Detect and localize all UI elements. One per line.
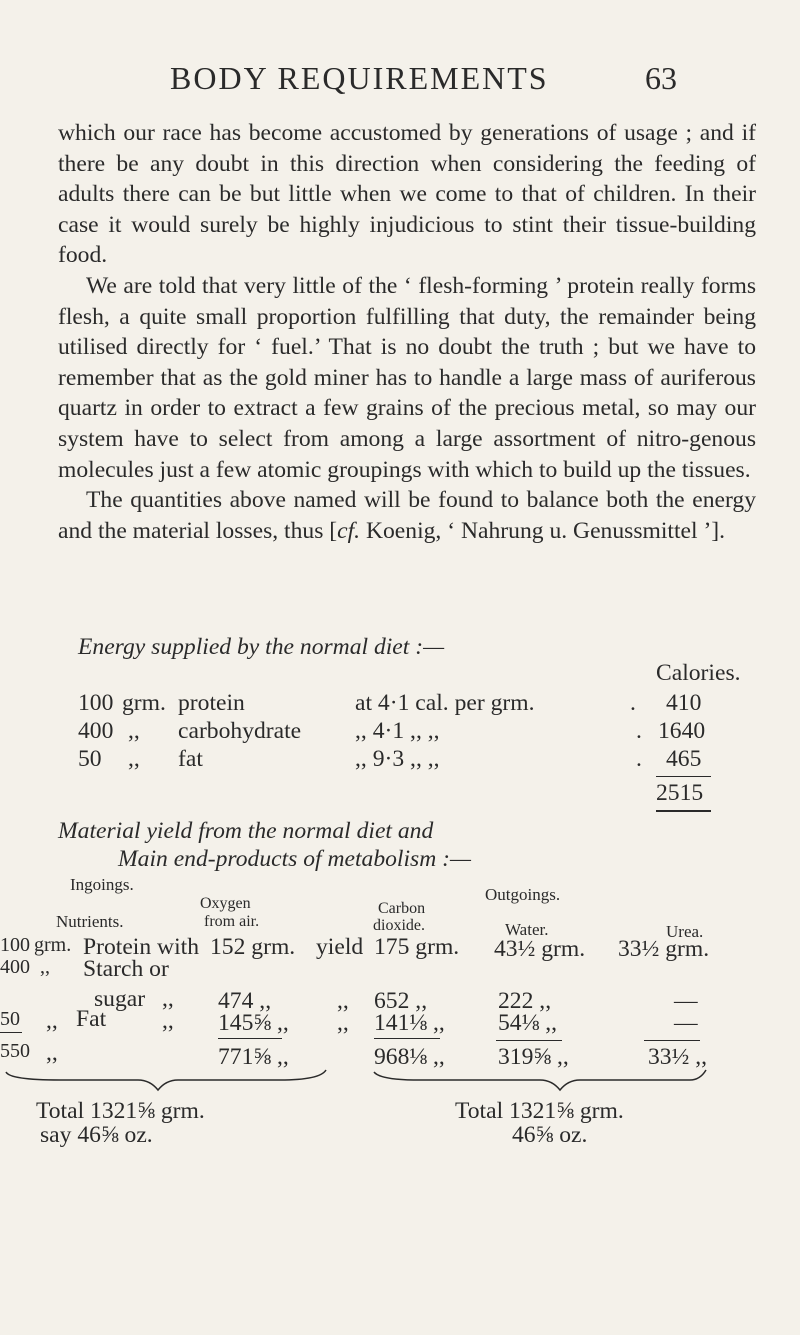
energy-dot: . (636, 718, 642, 744)
mat-oxygen: 152 grm. (210, 934, 296, 960)
carbon-header-2: dioxide. (373, 917, 425, 934)
mat-co2: 968⅛ ,, (374, 1044, 445, 1070)
paragraph-text: Koenig, ‘ Nahrung u. Genussmittel ’]. (360, 517, 726, 544)
energy-dot: . (636, 746, 642, 772)
ditto-mark: ,, (337, 988, 349, 1014)
nutrients-header: Nutrients. (56, 912, 124, 931)
energy-rate: at 4·1 cal. per grm. (355, 690, 535, 716)
material-heading-1: Material yield from the normal diet and (58, 818, 434, 844)
carbon-header: Carbon (378, 900, 426, 917)
energy-unit: ,, (128, 746, 140, 772)
total-rule (656, 810, 711, 812)
energy-unit: grm. (122, 690, 166, 716)
mat-oxygen: 474 ,, (218, 988, 272, 1014)
energy-rate: ,, 9·3 ,, ,, (355, 746, 440, 772)
mat-urea: 33½ grm. (618, 936, 710, 962)
material-heading-2: Main end-products of metabolism :— (118, 846, 471, 872)
mat-co2: 141⅛ ,, (374, 1010, 445, 1036)
outgoings-header: Outgoings. (485, 885, 561, 904)
energy-heading: Energy supplied by the normal diet :— (78, 634, 445, 660)
energy-qty: 400 (78, 718, 114, 744)
energy-total: 2515 (656, 780, 704, 806)
mat-unit: ,, (46, 1008, 58, 1034)
page-number: 63 (645, 60, 677, 96)
mat-item: Protein with (83, 934, 199, 960)
water-header: Water. (505, 920, 549, 939)
energy-qty: 100 (78, 690, 114, 716)
sum-rule (656, 776, 711, 777)
running-header: BODY REQUIREMENTS (170, 60, 549, 96)
energy-calories: 465 (666, 746, 702, 772)
paragraph-text: The quantities above named will be found to balance both the energy and the material losses, thus [ (58, 487, 756, 544)
energy-calories: 1640 (658, 718, 706, 744)
mat-qty: 100 (0, 934, 30, 956)
calories-header: Calories. (656, 660, 741, 686)
mat-water: 222 ,, (498, 988, 552, 1014)
paragraph: which our race has become accustomed by generations of usage ; and if there be any doubt in this direction when considering the feeding of adults there can be but little when we come to that of children. In their case it would surely be highly injudicious to stint their tissue-building food. (58, 120, 756, 269)
mat-water: 43½ grm. (494, 936, 586, 962)
ingoings-brace (6, 1070, 326, 1090)
total-ingoings-oz: say 46⅝ oz. (40, 1122, 153, 1148)
cf-abbrev: cf. (337, 517, 361, 544)
sum-rule (496, 1040, 562, 1041)
energy-calories: 410 (666, 690, 702, 716)
ditto-mark: ,, (162, 1008, 174, 1034)
mat-co2: 652 ,, (374, 988, 428, 1014)
mat-water: 319⅝ ,, (498, 1044, 569, 1070)
urea-header: Urea. (666, 922, 704, 941)
total-ingoings: Total 1321⅝ grm. (36, 1098, 205, 1124)
ditto-mark: ,, (337, 1010, 349, 1036)
paragraph (58, 485, 756, 546)
mat-co2: 175 grm. (374, 934, 460, 960)
qty-rule (0, 1032, 22, 1033)
energy-item: carbohydrate (178, 718, 302, 744)
mat-item: Fat (76, 1006, 107, 1032)
oxygen-header-2: from air. (204, 913, 260, 930)
mat-item: sugar (94, 986, 146, 1012)
ditto-mark: ,, (162, 986, 174, 1012)
mat-urea: 33½ ,, (648, 1044, 707, 1070)
mat-oxygen: 771⅝ ,, (218, 1044, 289, 1070)
energy-rate: ,, 4·1 ,, ,, (355, 718, 440, 744)
mat-urea: — (674, 988, 698, 1014)
total-outgoings-oz: 46⅝ oz. (512, 1122, 588, 1148)
mat-water: 54⅛ ,, (498, 1010, 557, 1036)
mat-item: Starch or (83, 956, 169, 982)
mat-unit: ,, (40, 956, 50, 978)
sum-rule (644, 1040, 700, 1041)
mat-qty: 550 (0, 1040, 30, 1062)
sum-rule (374, 1038, 440, 1039)
mat-oxygen: 145⅝ ,, (218, 1010, 289, 1036)
mat-unit: grm. (34, 934, 72, 956)
energy-dot: . (630, 690, 636, 716)
mat-yield: yield (316, 934, 364, 960)
mat-qty: 400 (0, 956, 30, 978)
mat-unit: ,, (46, 1040, 58, 1066)
sum-rule (218, 1038, 282, 1039)
mat-qty: 50 (0, 1008, 20, 1030)
energy-unit: ,, (128, 718, 140, 744)
body-text (58, 118, 756, 546)
mat-urea: — (674, 1010, 698, 1036)
oxygen-header: Oxygen (200, 895, 251, 912)
brace-graphics (0, 1068, 800, 1098)
energy-item: fat (178, 746, 203, 772)
paragraph: We are told that very little of the ‘ flesh-forming ’ protein really forms flesh, a quite small proportion fulfilling that duty, the remainder being utilised directly for ‘ fuel.’ That is no doubt the truth ; but we have to remember that as the gold miner has to handle a large mass of auriferous quartz in order to extract a few grains of the precious metal, so may our system have to select from among a large assortment of nitro-genous molecules just a few atomic groupings with which to build up the tissues. (58, 272, 756, 483)
ingoings-header: Ingoings. (70, 875, 134, 894)
outgoings-brace (374, 1070, 706, 1090)
energy-qty: 50 (78, 746, 102, 772)
energy-item: protein (178, 690, 245, 716)
total-outgoings: Total 1321⅝ grm. (455, 1098, 624, 1124)
